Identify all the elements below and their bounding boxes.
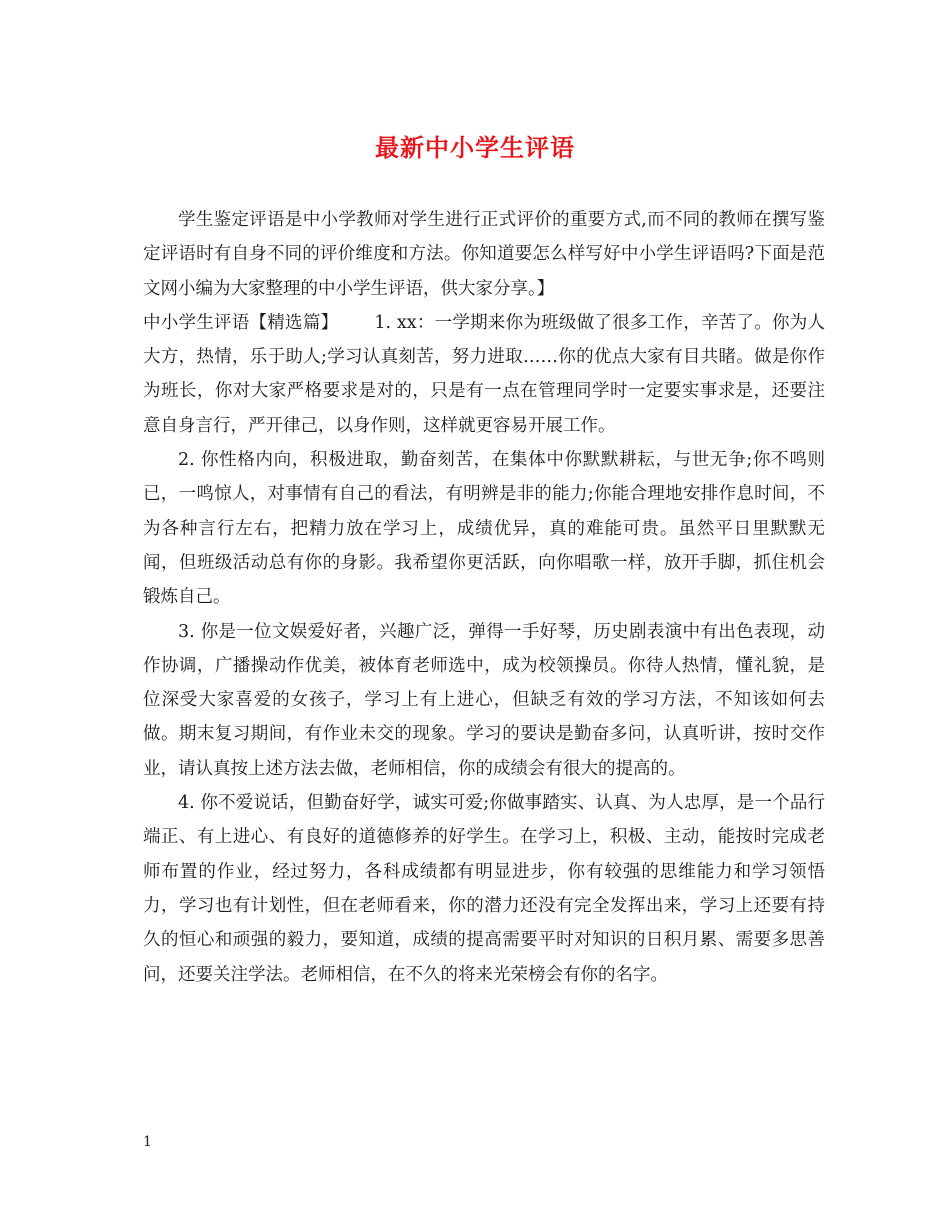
comment-item-4: 4. 你不爱说话，但勤奋好学，诚实可爱;你做事踏实、认真、为人忠厚，是一个品行端正、有上进心、有良好的道德修养的好学生。在学习上，积极、主动，能按时完成老师布置的作业，经过努力，各科成绩都有明显进步，你有较强的思维能力和学习领悟力，学习也有计划性，但在老师看来，你的潜力还没有完全发挥出来，学习上还要有持久的恒心和顽强的毅力，要知道，成绩的提高需要平时对知识的日积月累、需要多思善问，还要关注学法。老师相信，在不久的将来光荣榜会有你的名字。 (143, 793, 825, 985)
document-title: 最新中小学生评语 (375, 133, 575, 162)
comment-item-2: 2. 你性格内向，积极进取，勤奋刻苦，在集体中你默默耕耘，与世无争;你不鸣则已，一鸣惊人，对事情有自己的看法，有明辨是非的能力;你能合理地安排作息时间，不为各种言行左右，把精力放在学习上，成绩优异，真的难能可贵。虽然平日里默默无闻，但班级活动总有你的身影。我希望你更活跃，向你唱歌一样，放开手脚，抓住机会锻炼自己。 (143, 450, 825, 608)
comment-item-3: 3. 你是一位文娱爱好者，兴趣广泛，弹得一手好琴，历史剧表演中有出色表现，动作协调，广播操动作优美，被体育老师选中，成为校领操员。你待人热情，懂礼貌，是位深受大家喜爱的女孩子，学习上有上进心，但缺乏有效的学习方法，不知该如何去做。期末复习期间，有作业未交的现象。学习的要诀是勤奋多问，认真听讲，按时交作业，请认真按上述方法去做，老师相信，你的成绩会有很大的提高的。 (143, 621, 825, 779)
intro-paragraph: 学生鉴定评语是中小学教师对学生进行正式评价的重要方式,而不同的教师在撰写鉴定评语时有自身不同的评价维度和方法。你知道要怎么样写好中小学生评语吗?下面是范文网小编为大家整理的中小学生评语，供大家分享。】 (143, 210, 825, 299)
comment-item-1: 1. xx：一学期来你为班级做了很多工作，辛苦了。你为人大方，热情，乐于助人;学习认真刻苦，努力进取……你的优点大家有目共睹。做是你作为班长，你对大家严格要求是对的，只是有一点在管理同学时一定要实事求是，还要注意自身言行，严开律己，以身作则，这样就更容易开展工作。 (143, 312, 825, 436)
section-label: 中小学生评语【精选篇】 (143, 312, 339, 333)
page-number: 1 (143, 1134, 152, 1150)
section-paragraph-1 (143, 306, 825, 443)
document-body (143, 203, 825, 992)
